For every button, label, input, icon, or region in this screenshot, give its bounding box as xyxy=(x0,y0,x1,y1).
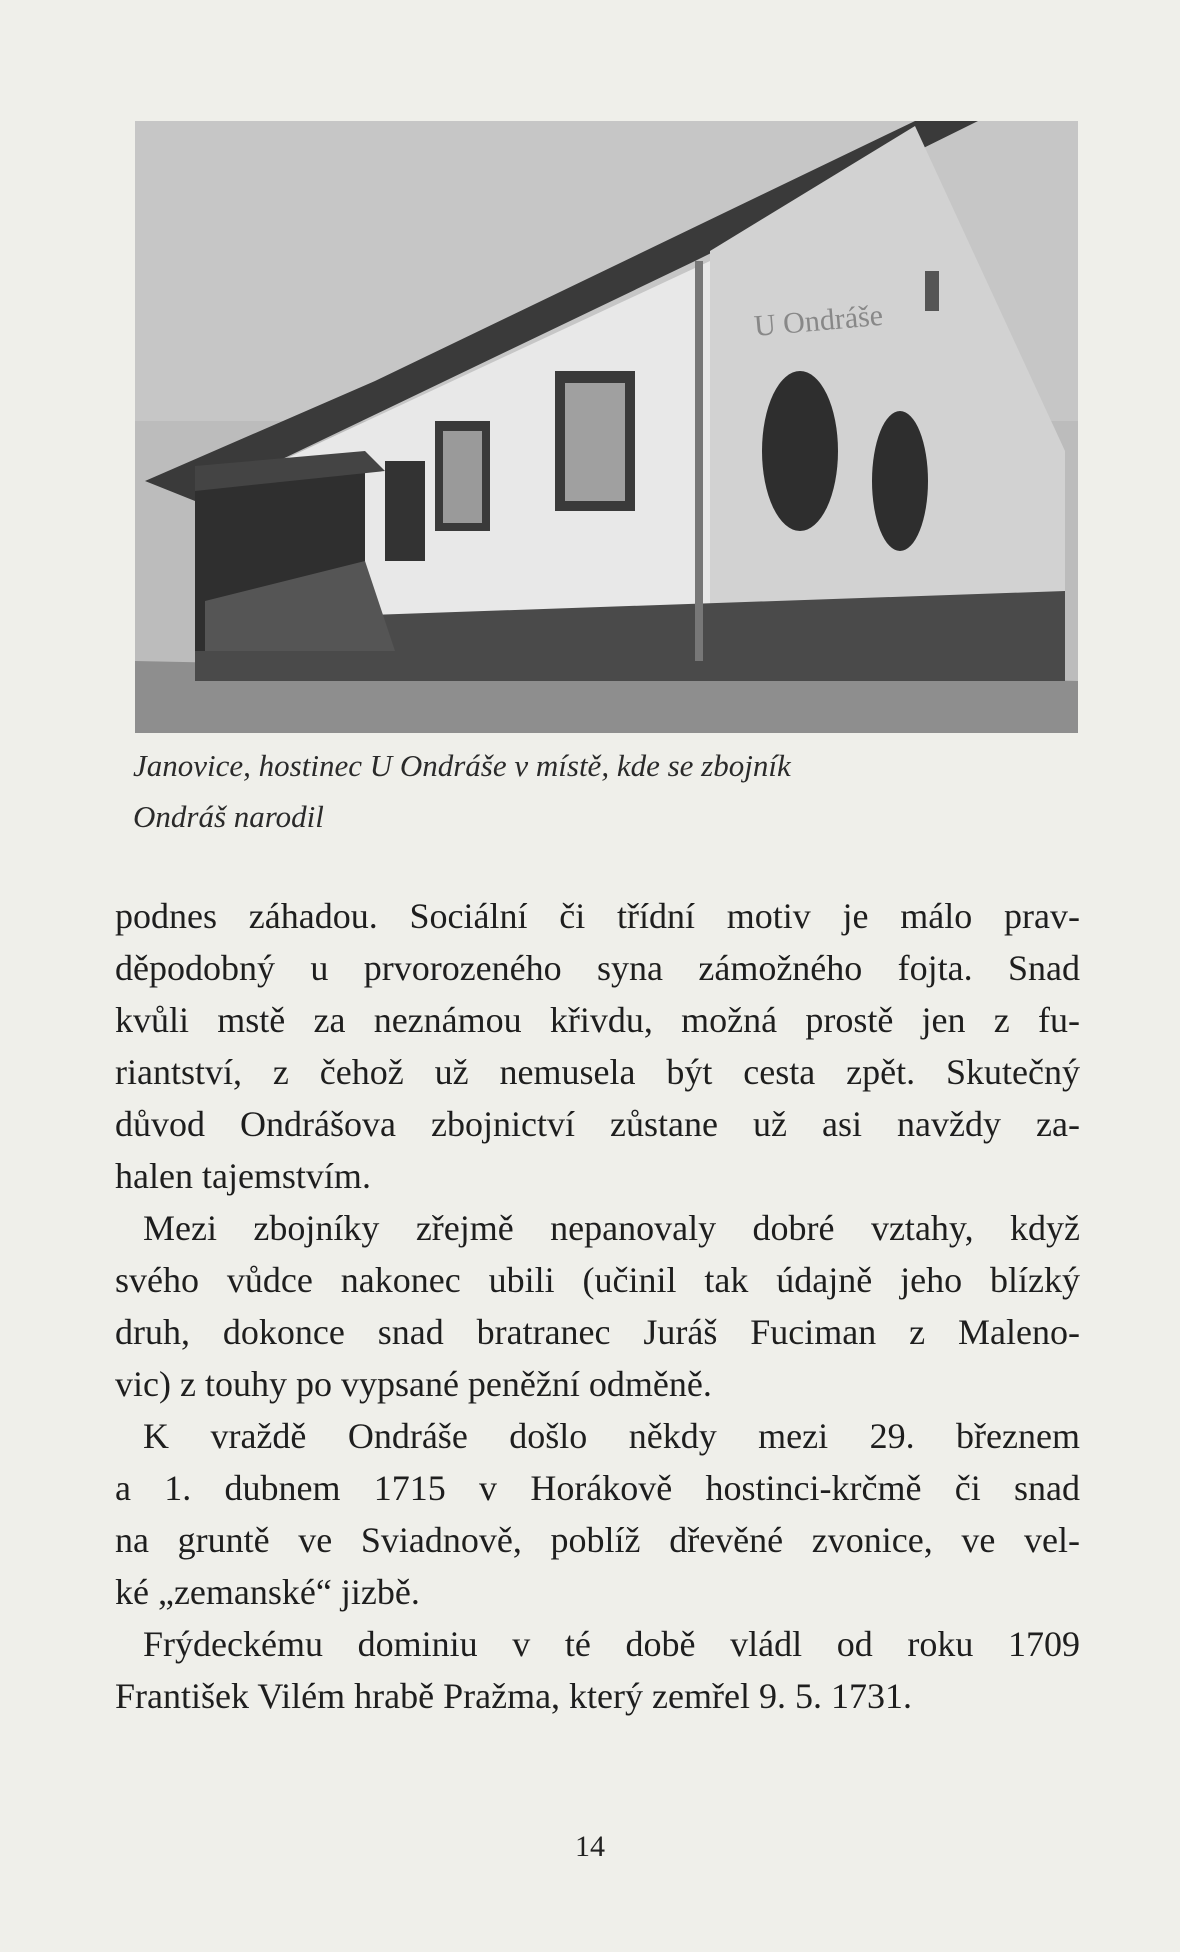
text-line: František Vilém hrabě Pražma, který zemřel 9. 5. 1731. xyxy=(115,1676,912,1716)
text-line: vic) z touhy po vypsané peněžní odměně. xyxy=(115,1364,712,1404)
text-line: ké „zemanské“ jizbě. xyxy=(115,1572,420,1612)
text-line: svého vůdce nakonec ubili (učinil tak údajně jeho blízký xyxy=(115,1260,1080,1300)
text-line: Frýdeckému dominiu v té době vládl od roku 1709 xyxy=(143,1624,1080,1664)
text-line: riantství, z čehož už nemusela být cesta zpět. Skutečný xyxy=(115,1052,1080,1092)
inn-photograph-drawing xyxy=(135,121,1078,733)
text-line: na gruntě ve Sviadnově, poblíž dřevěné zvonice, ve vel- xyxy=(115,1520,1080,1560)
text-line: Mezi zbojníky zřejmě nepanovaly dobré vztahy, když xyxy=(143,1208,1080,1248)
text-line: důvod Ondrášova zbojnictví zůstane už asi navždy za- xyxy=(115,1104,1080,1144)
inn-sign-text: U Ondráše xyxy=(752,298,885,343)
text-line: halen tajemstvím. xyxy=(115,1156,371,1196)
photo-caption xyxy=(133,740,1083,842)
text-line: K vraždě Ondráše došlo někdy mezi 29. březnem xyxy=(143,1416,1080,1456)
text-line: a 1. dubnem 1715 v Horákově hostinci-krčmě či snad xyxy=(115,1468,1080,1508)
text-line: děpodobný u prvorozeného syna zámožného fojta. Snad xyxy=(115,948,1080,988)
text-line: druh, dokonce snad bratranec Juráš Fuciman z Maleno- xyxy=(115,1312,1080,1352)
caption-line: Janovice, hostinec U Ondráše v místě, kde se zbojník xyxy=(133,748,791,783)
text-line: podnes záhadou. Sociální či třídní motiv je málo prav- xyxy=(115,896,1080,936)
body-text xyxy=(115,890,1080,1722)
caption-line: Ondráš narodil xyxy=(133,799,324,834)
text-line: kvůli mstě za neznámou křivdu, možná prostě jen z fu- xyxy=(115,1000,1080,1040)
inn-photograph xyxy=(135,121,1078,733)
page-number: 14 xyxy=(575,1830,605,1863)
